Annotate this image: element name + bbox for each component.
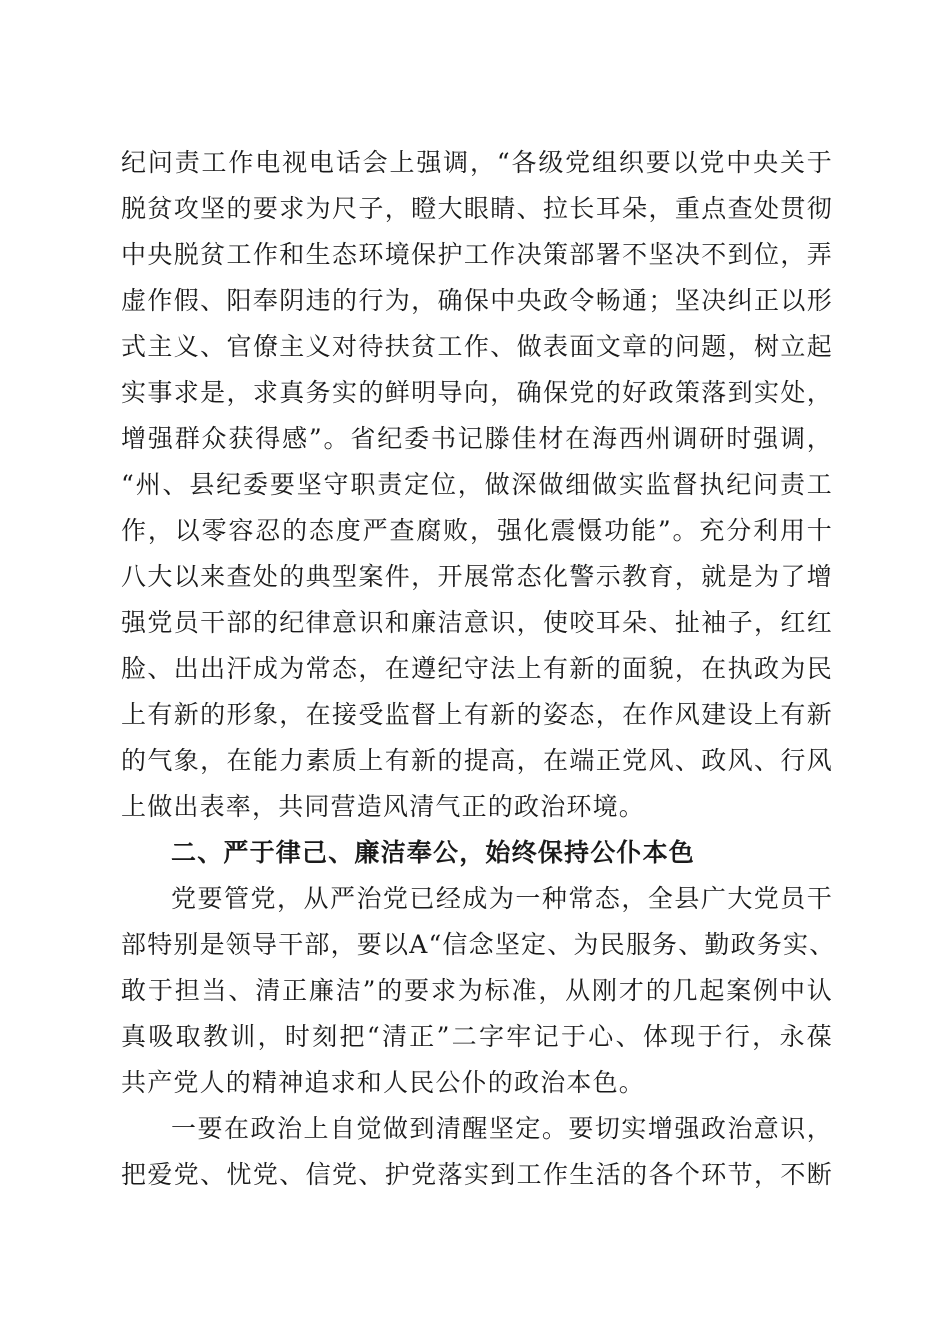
paragraph-line: 增强群众获得感”。省纪委书记滕佳材在海西州调研时强调， <box>121 424 833 453</box>
paragraph-line: 敢于担当、清正廉洁”的要求为标准，从刚才的几起案例中认 <box>121 976 833 1005</box>
paragraph-line: 共产党人的精神追求和人民公仆的政治本色。 <box>121 1068 646 1097</box>
paragraph-line: 上有新的形象，在接受监督上有新的姿态，在作风建设上有新 <box>121 700 833 729</box>
paragraph-line: 党要管党，从严治党已经成为一种常态，全县广大党员干 <box>171 884 833 913</box>
paragraph-line: 式主义、官僚主义对待扶贫工作、做表面文章的问题，树立起 <box>121 332 833 361</box>
paragraph-line: 纪问责工作电视电话会上强调，“各级党组织要以党中央关于 <box>121 148 833 177</box>
paragraph-line: 实事求是，求真务实的鲜明导向，确保党的好政策落到实处， <box>121 378 833 407</box>
section-heading: 二、严于律己、廉洁奉公，始终保持公仆本色 <box>171 838 696 867</box>
paragraph-line: 上做出表率，共同营造风清气正的政治环境。 <box>121 792 646 821</box>
paragraph-line: 中央脱贫工作和生态环境保护工作决策部署不坚决不到位，弄 <box>121 240 833 269</box>
paragraph-line: 虚作假、阳奉阴违的行为，确保中央政令畅通；坚决纠正以形 <box>121 286 833 315</box>
paragraph-line: 八大以来查处的典型案件，开展常态化警示教育，就是为了增 <box>121 562 833 591</box>
paragraph-line: 强党员干部的纪律意识和廉洁意识，使咬耳朵、扯袖子，红红 <box>121 608 833 637</box>
paragraph-line: 脱贫攻坚的要求为尺子，瞪大眼睛、拉长耳朵，重点查处贯彻 <box>121 194 833 223</box>
paragraph-line: 真吸取教训，时刻把“清正”二字牢记于心、体现于行，永葆 <box>121 1022 833 1051</box>
paragraph-line: “州、县纪委要坚守职责定位，做深做细做实监督执纪问责工 <box>121 470 833 499</box>
paragraph-line: 把爱党、忧党、信党、护党落实到工作生活的各个环节，不断 <box>121 1160 833 1189</box>
paragraph-line: 脸、出出汗成为常态，在遵纪守法上有新的面貌，在执政为民 <box>121 654 833 683</box>
paragraph-line: 一要在政治上自觉做到清醒坚定。要切实增强政治意识， <box>171 1114 833 1143</box>
paragraph-line: 部特别是领导干部，要以A“信念坚定、为民服务、勤政务实、 <box>121 930 836 959</box>
document-body <box>121 140 836 1198</box>
paragraph-line: 的气象，在能力素质上有新的提高，在端正党风、政风、行风 <box>121 746 833 775</box>
paragraph-line: 作，以零容忍的态度严查腐败，强化震慑功能”。充分利用十 <box>121 516 833 545</box>
